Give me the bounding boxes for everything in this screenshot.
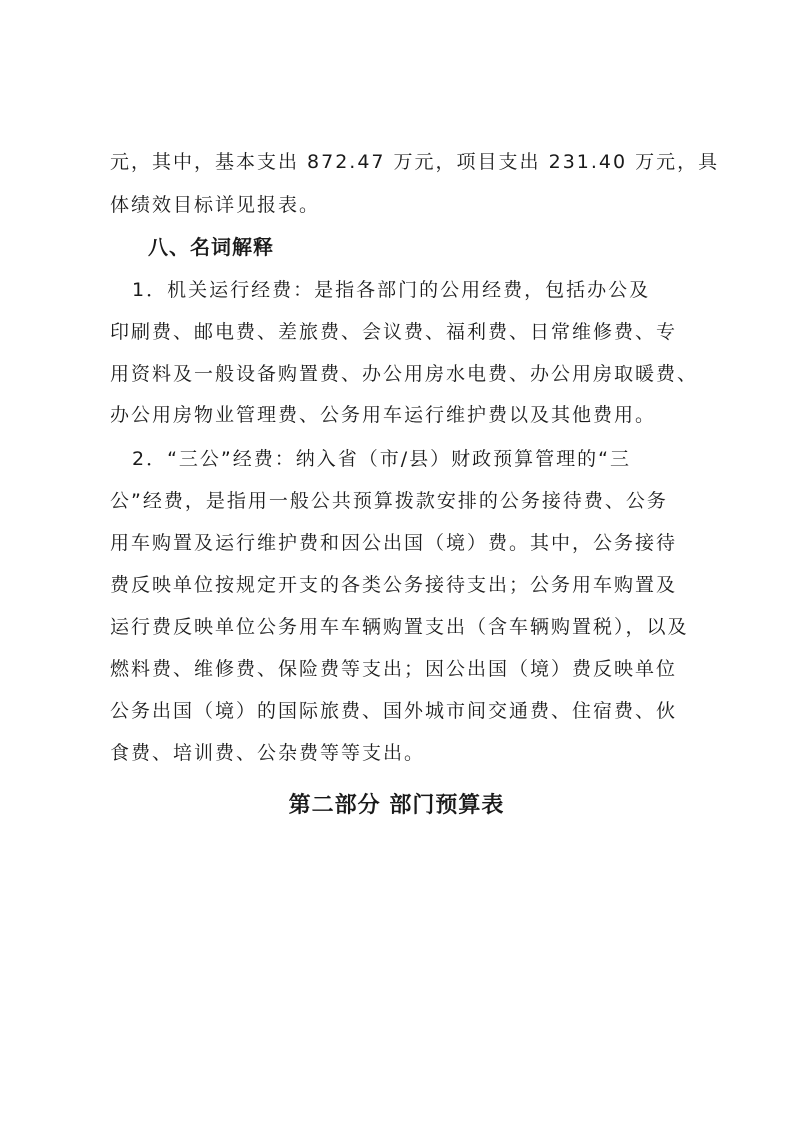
- intro-line-2: 体绩效目标详见报表。: [110, 194, 321, 216]
- definition-1-line-1: 1．机关运行经费：是指各部门的公用经费，包括办公及: [132, 279, 651, 301]
- intro-line-1: 元，其中，基本支出 872.47 万元，项目支出 231.40 万元，具: [110, 151, 720, 173]
- definition-1-line-4: 办公用房物业管理费、公务用车运行维护费以及其他费用。: [110, 404, 657, 426]
- definition-2-line-5: 运行费反映单位公务用车车辆购置支出（含车辆购置税），以及: [110, 616, 689, 638]
- part-title: 第二部分 部门预算表: [288, 793, 505, 818]
- section-heading: 八、名词解释: [148, 235, 274, 259]
- definition-1-line-3: 用资料及一般设备购置费、办公用房水电费、办公用房取暖费、: [110, 363, 699, 385]
- definition-2-line-2: 公”经费，是指用一般公共预算拨款安排的公务接待费、公务: [110, 490, 668, 512]
- definition-2-line-4: 费反映单位按规定开支的各类公务接待支出；公务用车购置及: [110, 574, 678, 596]
- definition-2-line-8: 食费、培训费、公杂费等等支出。: [110, 742, 426, 764]
- definition-2-line-1: 2．“三公”经费：纳入省（市/县）财政预算管理的“三: [132, 448, 632, 470]
- definition-2-line-7: 公务出国（境）的国际旅费、国外城市间交通费、住宿费、伙: [110, 700, 678, 722]
- definition-1-line-2: 印刷费、邮电费、差旅费、会议费、福利费、日常维修费、专: [110, 321, 678, 343]
- definition-2-line-6: 燃料费、维修费、保险费等支出；因公出国（境）费反映单位: [110, 658, 678, 680]
- definition-2-line-3: 用车购置及运行维护费和因公出国（境）费。其中，公务接待: [110, 532, 678, 554]
